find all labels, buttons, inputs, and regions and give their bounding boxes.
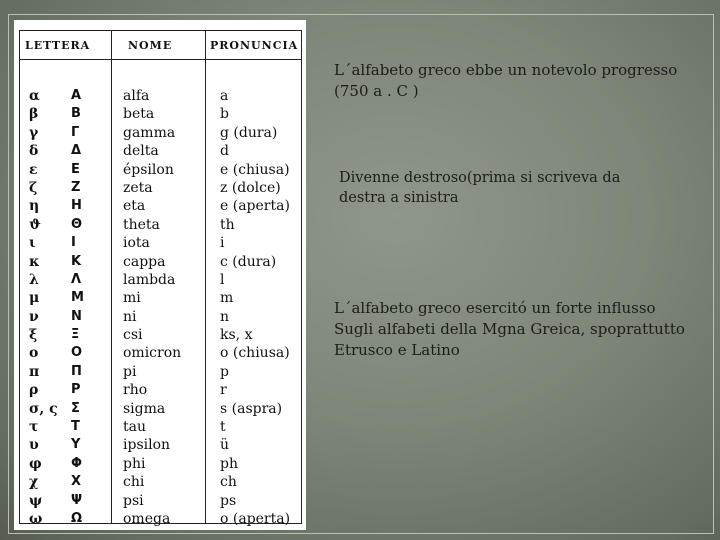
greek-alphabet-table-image bbox=[14, 20, 306, 530]
table-row bbox=[20, 124, 301, 142]
uppercase-letter: Γ bbox=[71, 124, 80, 140]
table-row bbox=[20, 197, 301, 215]
letter-name: gamma bbox=[123, 124, 176, 141]
lowercase-letter: η bbox=[29, 198, 40, 215]
lowercase-letter: ϑ bbox=[29, 216, 41, 233]
pronunciation: ph bbox=[220, 455, 238, 472]
table-row bbox=[20, 161, 301, 179]
letter-name: mi bbox=[123, 290, 141, 307]
lowercase-letter: ρ bbox=[29, 382, 39, 399]
letter-name: phi bbox=[123, 455, 146, 472]
pronunciation: p bbox=[220, 363, 229, 380]
letter-name: delta bbox=[123, 143, 159, 160]
lowercase-letter: π bbox=[29, 363, 40, 380]
lowercase-letter: ι bbox=[29, 235, 36, 252]
uppercase-letter: N bbox=[71, 308, 82, 324]
lowercase-letter: ζ bbox=[29, 179, 38, 196]
pronunciation: c (dura) bbox=[220, 253, 277, 270]
table-row bbox=[20, 87, 301, 105]
text-block-direction bbox=[339, 168, 679, 208]
text-line: L´alfabeto greco ebbe un notevolo progresso bbox=[334, 61, 678, 79]
table-row bbox=[20, 344, 301, 362]
pronunciation: o (aperta) bbox=[220, 510, 291, 527]
uppercase-letter: Z bbox=[71, 179, 81, 195]
letter-name: csi bbox=[123, 327, 143, 344]
table-row bbox=[20, 473, 301, 491]
header-lettera: LETTERA bbox=[25, 39, 91, 52]
uppercase-letter: Λ bbox=[71, 271, 82, 287]
letter-name: pi bbox=[123, 363, 137, 380]
pronunciation: r bbox=[220, 382, 227, 399]
pronunciation: e (chiusa) bbox=[220, 161, 290, 178]
uppercase-letter: E bbox=[71, 161, 80, 177]
table-row bbox=[20, 179, 301, 197]
pronunciation: b bbox=[220, 106, 229, 123]
table-row bbox=[20, 436, 301, 454]
uppercase-letter: Δ bbox=[71, 143, 82, 159]
pronunciation: t bbox=[220, 419, 226, 436]
text-line: Etrusco e Latino bbox=[334, 341, 460, 359]
pronunciation: o (chiusa) bbox=[220, 345, 290, 362]
letter-name: iota bbox=[123, 235, 150, 252]
uppercase-letter: Ξ bbox=[71, 327, 80, 343]
uppercase-letter: X bbox=[71, 474, 82, 490]
lowercase-letter: υ bbox=[29, 437, 39, 454]
text-line: (750 a . C ) bbox=[334, 82, 419, 100]
lowercase-letter: ο bbox=[29, 345, 39, 362]
uppercase-letter: Π bbox=[71, 363, 82, 379]
lowercase-letter: δ bbox=[29, 143, 39, 160]
uppercase-letter: I bbox=[71, 235, 76, 251]
letter-name: omega bbox=[123, 510, 171, 527]
letter-name: eta bbox=[123, 198, 146, 215]
lowercase-letter: λ bbox=[29, 271, 39, 288]
uppercase-letter: Θ bbox=[71, 216, 83, 232]
header-divider bbox=[20, 59, 301, 60]
text-line: destra a sinistra bbox=[339, 190, 459, 206]
table-row bbox=[20, 381, 301, 399]
letter-name: chi bbox=[123, 474, 145, 491]
pronunciation: ks, x bbox=[220, 327, 253, 344]
lowercase-letter: ω bbox=[29, 510, 43, 527]
table-row bbox=[20, 216, 301, 234]
table-row bbox=[20, 289, 301, 307]
table-row bbox=[20, 400, 301, 418]
letter-name: psi bbox=[123, 492, 144, 509]
lowercase-letter: β bbox=[29, 106, 39, 123]
pronunciation: m bbox=[220, 290, 234, 307]
letter-name: alfa bbox=[123, 88, 150, 104]
table-row bbox=[20, 455, 301, 473]
uppercase-letter: P bbox=[71, 382, 81, 398]
letter-name: cappa bbox=[123, 253, 166, 270]
pronunciation: z (dolce) bbox=[220, 179, 281, 196]
text-block-progress bbox=[334, 60, 714, 102]
pronunciation: s (aspra) bbox=[220, 400, 283, 417]
table-row bbox=[20, 363, 301, 381]
uppercase-letter: Y bbox=[71, 437, 81, 453]
lowercase-letter: ξ bbox=[29, 327, 38, 344]
letter-name: omicron bbox=[123, 345, 182, 362]
pronunciation: e (aperta) bbox=[220, 198, 290, 215]
lowercase-letter: α bbox=[29, 88, 40, 104]
header-pronuncia: PRONUNCIA bbox=[210, 39, 299, 52]
lowercase-letter: φ bbox=[29, 455, 42, 472]
text-line: L´alfabeto greco esercitó un forte influsso bbox=[334, 299, 656, 317]
pronunciation: ps bbox=[220, 492, 237, 509]
pronunciation: th bbox=[220, 216, 235, 233]
header-nome: NOME bbox=[128, 39, 173, 52]
lowercase-letter: κ bbox=[29, 253, 40, 270]
letter-name: theta bbox=[123, 216, 160, 233]
letter-name: ipsilon bbox=[123, 437, 171, 454]
letter-name: zeta bbox=[123, 179, 153, 196]
lowercase-letter: τ bbox=[29, 419, 39, 436]
lowercase-letter: σ, ς bbox=[29, 400, 58, 417]
uppercase-letter: Σ bbox=[71, 400, 80, 416]
table-row bbox=[20, 142, 301, 160]
text-line: Divenne destroso(prima si scriveva da bbox=[339, 170, 621, 186]
table-row bbox=[20, 253, 301, 271]
alphabet-table bbox=[19, 30, 302, 527]
uppercase-letter: A bbox=[71, 88, 82, 103]
table-rows bbox=[20, 87, 301, 528]
lowercase-letter: γ bbox=[29, 124, 39, 141]
table-row bbox=[20, 105, 301, 123]
table-row bbox=[20, 308, 301, 326]
letter-name: sigma bbox=[123, 400, 166, 417]
uppercase-letter: M bbox=[71, 290, 84, 306]
letter-name: tau bbox=[123, 419, 146, 436]
letter-name: épsilon bbox=[123, 161, 174, 178]
text-block-influence bbox=[334, 298, 718, 361]
lowercase-letter: ε bbox=[29, 161, 38, 178]
pronunciation: ch bbox=[220, 474, 237, 491]
pronunciation: ü bbox=[220, 437, 230, 454]
letter-name: ni bbox=[123, 308, 137, 325]
pronunciation: a bbox=[220, 88, 229, 104]
pronunciation: n bbox=[220, 308, 230, 325]
pronunciation: l bbox=[220, 271, 225, 288]
pronunciation: i bbox=[220, 235, 225, 252]
uppercase-letter: B bbox=[71, 106, 81, 122]
letter-name: lambda bbox=[123, 271, 176, 288]
text-line: Sugli alfabeti della Mgna Greica, spoprattutto bbox=[334, 320, 685, 338]
table-row bbox=[20, 492, 301, 510]
uppercase-letter: O bbox=[71, 345, 83, 361]
uppercase-letter: T bbox=[71, 419, 80, 435]
table-row bbox=[20, 418, 301, 436]
lowercase-letter: ψ bbox=[29, 492, 43, 509]
uppercase-letter: H bbox=[71, 198, 82, 214]
pronunciation: d bbox=[220, 143, 229, 160]
lowercase-letter: χ bbox=[29, 474, 39, 491]
uppercase-letter: K bbox=[71, 253, 82, 269]
letter-name: beta bbox=[123, 106, 155, 123]
table-row bbox=[20, 271, 301, 289]
uppercase-letter: Ω bbox=[71, 510, 83, 526]
table-row bbox=[20, 510, 301, 528]
lowercase-letter: ν bbox=[29, 308, 39, 325]
table-row bbox=[20, 234, 301, 252]
table-row bbox=[20, 326, 301, 344]
uppercase-letter: Ψ bbox=[71, 492, 83, 508]
uppercase-letter: Φ bbox=[71, 455, 83, 471]
letter-name: rho bbox=[123, 382, 148, 399]
pronunciation: g (dura) bbox=[220, 124, 278, 141]
lowercase-letter: μ bbox=[29, 290, 40, 307]
